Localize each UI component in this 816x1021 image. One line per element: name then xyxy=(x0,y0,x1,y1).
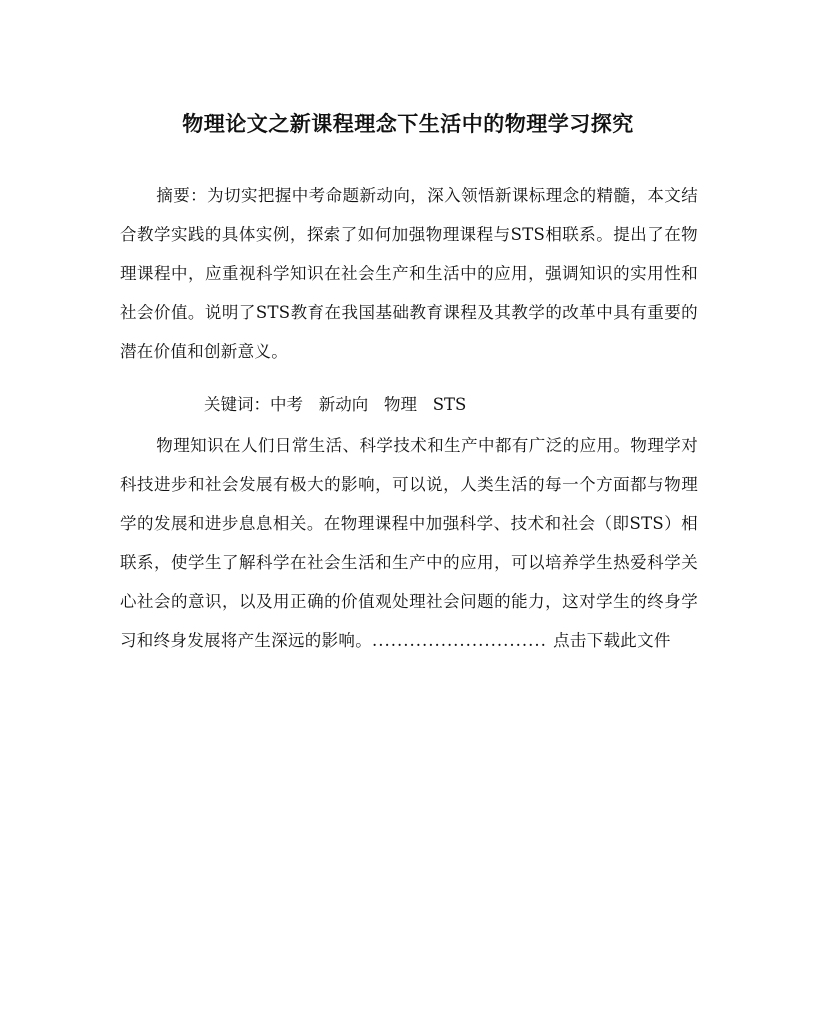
download-file-link[interactable]: 点击下载此文件 xyxy=(553,631,671,650)
abstract-paragraph: 摘要：为切实把握中考命题新动向，深入领悟新课标理念的精髓，本文结合教学实践的具体实例，探索了如何加强物理课程与STS相联系。提出了在物理课程中，应重视科学知识在社会生产和生活中的应用，强调知识的实用性和社会价值。说明了STS教育在我国基础教育课程及其教学的改革中具有重要的潜在价值和创新意义。 xyxy=(120,186,698,361)
body-paragraph xyxy=(120,426,698,660)
keywords-line: 关键词：中考 新动向 物理 STS xyxy=(204,395,467,414)
document-title: 物理论文之新课程理念下生活中的物理学习探究 xyxy=(182,111,634,136)
body-text: 物理知识在人们日常生活、科学技术和生产中都有广泛的应用。物理学对科技进步和社会发展有极大的影响，可以说，人类生活的每一个方面都与物理学的发展和进步息息相关。在物理课程中加强科学、技术和社会（即STS）相联系，使学生了解科学在社会生活和生产中的应用，可以培养学生热爱科学关心社会的意识，以及用正确的价值观处理社会问题的能力，这对学生的终身学习和终身发展将产生深远的影响。 xyxy=(120,436,698,650)
ellipsis-dots: ............................ xyxy=(372,631,554,650)
